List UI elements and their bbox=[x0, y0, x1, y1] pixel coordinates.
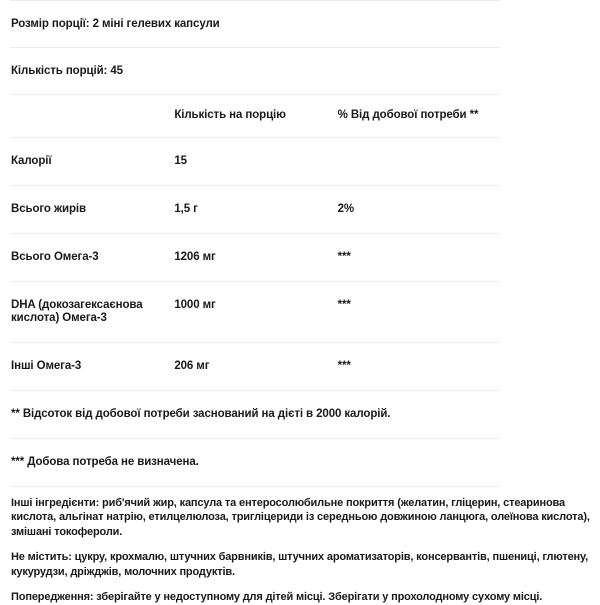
nutrient-daily-value: *** bbox=[337, 359, 351, 372]
column-header-percent-daily-value: % Від добової потреби ** bbox=[337, 109, 479, 121]
nutrient-amount: 1206 мг bbox=[174, 250, 216, 263]
nutrient-amount: 1000 мг bbox=[174, 298, 216, 311]
table-row bbox=[10, 137, 500, 185]
other-ingredients-text: Інші інгредієнти: риб'ячий жир, капсула та ентеросолюбильне покриття (желатин, гліцерин, стеаринова кислота, альгінат натрію, етилцелюлоза, тригліцериди із середньою довжиною ланцюга, олеїнова кислота), змішані токофероли. bbox=[11, 496, 590, 538]
nutrient-amount: 1,5 г bbox=[174, 202, 198, 215]
footnote-row-daily-value-basis bbox=[10, 390, 500, 438]
table-row bbox=[10, 281, 500, 342]
nutrient-amount: 15 bbox=[174, 154, 187, 167]
table-row bbox=[10, 233, 500, 281]
nutrient-name: Всього Омега-3 bbox=[11, 250, 99, 263]
nutrient-name: Інші Омега-3 bbox=[11, 359, 82, 372]
warning-text: Попередження: зберігайте у недоступному для дітей місці. Зберігати у прохолодному сухому місці. bbox=[11, 591, 543, 603]
column-header-name bbox=[10, 95, 173, 124]
nutrient-name: DHA (докозагексаєнова кислота) Омега-3 bbox=[11, 298, 143, 324]
free-from-text: Не містить: цукру, крохмалю, штучних барвників, штучних ароматизаторів, консервантів, пшениці, глютену, кукурудзи, дріжджів, молочних продуктів. bbox=[11, 551, 589, 578]
servings-per-container-row bbox=[10, 48, 500, 95]
nutrient-name: Всього жирів bbox=[11, 202, 86, 215]
servings-per-container-text: Кількість порцій: 45 bbox=[11, 65, 123, 77]
nutrient-name: Калорії bbox=[11, 154, 52, 167]
nutrient-daily-value: 2% bbox=[337, 202, 355, 215]
serving-size-text: Розмір порції: 2 міні гелевих капсули bbox=[11, 18, 220, 30]
footnote-daily-value-basis: ** Відсоток від добової потреби заснований на дієті в 2000 калорій. bbox=[11, 407, 391, 420]
nutrient-daily-value: *** bbox=[337, 298, 351, 311]
nutrient-daily-value: *** bbox=[337, 250, 351, 263]
table-row bbox=[10, 342, 500, 390]
serving-size-row bbox=[10, 1, 500, 48]
ingredients-section bbox=[0, 487, 600, 605]
nutrient-daily-value bbox=[337, 138, 500, 172]
table-row bbox=[10, 185, 500, 233]
supplement-facts-table bbox=[10, 0, 500, 487]
footnote-row-not-established bbox=[10, 438, 500, 486]
table-header-row bbox=[10, 95, 500, 138]
footnote-daily-value-not-established: *** Добова потреба не визначена. bbox=[11, 455, 199, 468]
nutrient-amount: 206 мг bbox=[174, 359, 210, 372]
column-header-amount-per-serving: Кількість на порцію bbox=[174, 109, 286, 121]
